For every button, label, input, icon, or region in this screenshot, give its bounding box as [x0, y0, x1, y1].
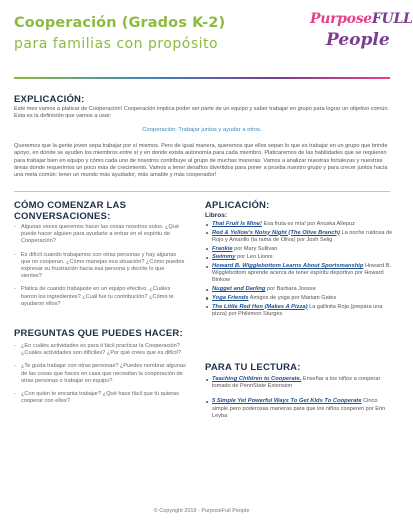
preguntas-heading: PREGUNTAS QUE PUEDES HACER: [14, 328, 183, 339]
list-item: - ¿Con quién te encanta trabajar? ¿Qué hace fácil que tú quieras cooperar con ellos? [14, 391, 186, 405]
books-subheading: Libros: [205, 212, 228, 219]
list-item: Yoga Friends Amigos de yoga por Mariam Gates [205, 295, 393, 302]
list-item: Frankie por Mary Sullivan [205, 246, 393, 253]
article-link[interactable]: 5 Simple Yet Powerful Ways To Get Kids To Cooperate [212, 398, 362, 405]
list-item: - Algunas veces queremos hacer las cosas nosotros solos. ¿Qué puede hacer alguien para ayudarte a entrar en el espíritu de Cooperación? [14, 224, 186, 246]
list-item: The Little Red Hen (Makes A Pizza) La gallinita Roja (prepara una pizza) por Philemon Sturges [205, 304, 393, 318]
list-item: That Fruit Is Mine! Esa fruta es mía! por Anuska Allepuz [205, 221, 393, 228]
list-item: - Platica de cuando trabajaste en un equipo efectivo. ¿Cuáles fueron los ingredientes? ¿Cuál fue tu contribución? ¿Cómo te ayudaron ellos? [14, 286, 186, 308]
preguntas-list [14, 343, 186, 411]
list-item: 5 Simple Yet Powerful Ways To Get Kids To Cooperate Cinco simple pero poderosas maneras para que los niños cooperen por Erin Leyba [205, 398, 393, 420]
lectura-heading: PARA TU LECTURA: [205, 362, 301, 373]
list-item: Howard B. Wigglebottom Learns About Sportsmanship Howard B. Wigglebottom aprende acerca de tener espíritu deportivo por Howard Binkow [205, 263, 393, 285]
list-item: Red & Yellow's Noisy Night (The Olive Branch) La noche ruidosa de Rojo y Amarillo (la rama de Oliva) por Josh Selig [205, 230, 393, 244]
aplicacion-heading: APLICACIÓN: [205, 200, 270, 211]
cooperation-definition: Cooperación: Trabajar juntos y ayudar a otros. [142, 127, 262, 133]
section-rule [14, 191, 390, 192]
list-item: - ¿En cuáles actividades es para ti fácil practicar la Cooperación? ¿Cuáles actividades son difíciles? ¿Por qué crees que es difícil? [14, 343, 186, 357]
book-link[interactable]: The Little Red Hen (Makes A Pizza) [212, 303, 308, 310]
book-link[interactable]: Red & Yellow's Noisy Night (The Olive Branch) [212, 229, 340, 236]
book-link[interactable]: Frankie [212, 245, 233, 252]
books-section [205, 212, 393, 319]
lectura-list [205, 376, 393, 422]
header-rule [14, 77, 390, 79]
book-link[interactable]: Swimmy [212, 254, 236, 261]
conversaciones-heading: CÓMO COMENZAR LAS CONVERSACIONES: [14, 200, 127, 222]
page-title: Cooperación (Grados K-2) [14, 15, 226, 31]
explicacion-intro: Este mes vamos a platicar de Cooperación! Cooperación implica poder ser parte de un equipo y saber trabajar en grupo para lograr un objetivo común. Esta es la definición que vamos a usar: [14, 106, 389, 120]
list-item: Swimmy por Leo Lionni [205, 254, 393, 261]
book-link[interactable]: Yoga Friends [212, 294, 249, 301]
footer-copyright: © Copyright 2019 - PurposeFull People [153, 508, 250, 514]
list-item: - Es difícil cuando trabajamos con otras personas y hay algunas que no cooperan. ¿Cómo manejas esa situación? ¿Cómo puedes expresar su frustración hacia esa persona y decirle lo que sientes? [14, 252, 186, 281]
book-link[interactable]: Howard B. Wigglebottom Learns About Sportsmanship [212, 263, 364, 270]
list-item: Nugget and Darling por Barbara Joosse [205, 286, 393, 293]
explicacion-heading: EXPLICACIÓN: [14, 94, 85, 105]
conversaciones-list [14, 224, 186, 314]
list-item: - ¿Te gusta trabajar con otras personas? ¿Puedes nombrar algunas de las cosas que haces en casa que necesitan la cooperación de otras personas o trabajar en equipo? [14, 363, 186, 385]
explicacion-body: Queremos que la gente joven sepa trabajar por sí mismos. Pero de igual manera, queremos que ellos sepan lo que es trabajar en un grupo que brinde apoyo, en donde se ayuden los miembros entre sí y en donde exista autonomía para cada miembro. Platicaremos de las habilidades que se requieren para trabajar bien en equipo y cómo cada uno de nosotros contribuye al grupo de muchas maneras. Vamos a analizar nuestras fortalezas y nuestras áreas donde requerimos un poco más de crecimiento. Vamos a tener desafíos divertidos para poner a prueba nuestro grupo y para crecer juntos hacia una meta común: tener un mundo más ayudador, más amable y más cooperador! [14, 143, 388, 179]
book-link[interactable]: Nugget and Darling [212, 286, 266, 293]
book-link[interactable]: That Fruit Is Mine! [212, 221, 262, 227]
purposefull-people-logo: PurposeFULL People [310, 11, 413, 50]
page-subtitle: para familias con propósito [14, 36, 219, 52]
article-link[interactable]: Teaching Children to Cooperate. [212, 376, 302, 382]
books-list [205, 221, 393, 318]
list-item: Teaching Children to Cooperate. Enseñar a los niños a cooperar tomado de PennState Extension [205, 376, 393, 390]
